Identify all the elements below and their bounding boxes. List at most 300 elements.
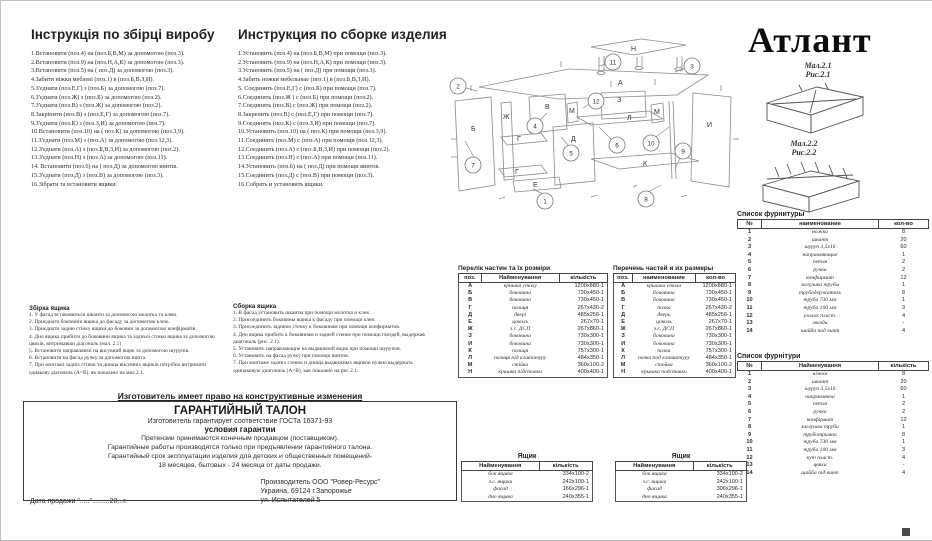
- table-cell: 2: [747, 378, 752, 385]
- drawer-table-left-title: Ящик: [517, 453, 537, 460]
- table-cell: 730х300-1: [705, 333, 732, 340]
- column-header: поз.: [614, 274, 633, 283]
- instruction-line: 5.З'єднати (поз.Е,Г) з (поз.Б) за допомогою (поз.7).: [31, 84, 165, 92]
- table-cell: 4: [747, 251, 752, 258]
- instruction-line: 7.З'єднати (поз.В) з (поз.Ж) за допомогою (поз.2).: [31, 102, 162, 110]
- table-cell: цоколь: [656, 319, 672, 326]
- producer-line: Производитель ООО "Ровер-Ресурс": [260, 479, 380, 486]
- instruction-line: 4.Забить ножки мебельные (поз.1) в (поз.Б,В,З,И).: [238, 76, 371, 84]
- table-header-row: [616, 462, 747, 471]
- parts-table-ua: [458, 273, 608, 378]
- table-row: [459, 326, 608, 333]
- part-label: Л: [627, 115, 632, 122]
- part-label: Н: [631, 46, 637, 53]
- table-row: [459, 369, 608, 377]
- parts-list-ru-title: Перечень частей и их размеры: [613, 265, 714, 272]
- table-row: [738, 409, 929, 417]
- column-header: кількість: [539, 462, 593, 471]
- table-cell: 1: [901, 424, 906, 431]
- table-cell: 485х256-1: [577, 311, 604, 318]
- table-cell: 14: [746, 327, 753, 334]
- table-cell: полка под клавиатуру: [637, 355, 690, 362]
- table-cell: боковина: [509, 290, 531, 297]
- table-row: [738, 313, 929, 321]
- table-cell: дверi: [514, 311, 527, 318]
- table-cell: 12: [900, 274, 907, 281]
- table-header-row: [614, 274, 736, 283]
- table-cell: -: [902, 320, 905, 327]
- table-cell: боковина: [509, 340, 531, 347]
- table-cell: 730х450-1: [705, 290, 732, 297]
- assembly-step-line: 5. Установить направляющие на выдвижной ящик при помощи шурупов.: [233, 346, 401, 353]
- column-header: №: [738, 220, 762, 229]
- table-row: [738, 328, 929, 336]
- table-cell: 6: [747, 266, 752, 273]
- table-cell: крышка стола: [646, 283, 682, 289]
- assembly-step-line: 1. У фасад вставляються шканти за допомогою молотка та клею.: [29, 312, 178, 318]
- table-cell: стійка: [512, 362, 529, 369]
- table-cell: боковина: [653, 333, 675, 340]
- instruction-line: 1.Встановити (поз.4) на (поз.Б,В,М) за допомогою (поз.3).: [31, 50, 185, 57]
- table-cell: ручка: [813, 408, 827, 415]
- warranty-card: [23, 401, 457, 505]
- callout-number: 3: [690, 63, 694, 71]
- table-cell: шкант: [811, 378, 829, 385]
- part-label: Г: [517, 136, 521, 143]
- part-label: И: [707, 122, 713, 129]
- assembly-step-line: 1. В фасад установить шканты при помощи молотка и клея.: [233, 310, 371, 316]
- table-cell: 1: [901, 393, 906, 400]
- table-cell: 7: [747, 416, 752, 423]
- instruction-line: 12.Соединить (поз.А) с (поз.Б,В,З,И) при помощи (поз.2).: [238, 145, 390, 153]
- assembly-step-line: 6. Встановити на фасад ручку за допомогою винта.: [29, 355, 147, 362]
- hardware-list-ru-title: Список фурнитуры: [737, 211, 805, 218]
- ru-instructions-heading: Инструкция по сборке изделия: [238, 27, 447, 42]
- part-label: Е: [533, 182, 538, 189]
- figure-2-1-drawing: [759, 79, 874, 137]
- table-cell: М: [620, 362, 626, 369]
- hardware-table-ru: [737, 219, 929, 335]
- table-cell: 267х70-1: [708, 319, 732, 326]
- table-cell: 7: [747, 274, 752, 281]
- table-cell: 3: [747, 386, 752, 393]
- table-row: [738, 371, 929, 379]
- table-cell: 4: [901, 454, 906, 461]
- drawer-assembly-ru: [233, 303, 441, 375]
- table-cell: 3: [901, 304, 906, 311]
- warranty-term-line: Гарантийный срок эксплуатации изделия для детских и общественных помещений-: [107, 453, 373, 460]
- instruction-line: 14. Встановити (поз.6) на ( поз.Д) за допомогою винтів.: [31, 163, 178, 171]
- table-cell: 267х430-2: [577, 304, 604, 311]
- warranty-term-line: 18 месяцев, бытовых - 24 месяца от даты продажи.: [158, 462, 322, 469]
- table-row: [616, 471, 747, 479]
- table-cell: фасад: [647, 486, 662, 493]
- table-cell: В: [468, 297, 473, 304]
- table-row: [738, 401, 929, 409]
- instruction-line: 16.Собрать и установить ящики.: [238, 180, 324, 188]
- table-cell: з.с. ящика: [488, 478, 513, 485]
- table-cell: боковина: [653, 297, 675, 304]
- column-header: кількість: [879, 362, 929, 371]
- table-cell: 1200х880-1: [702, 283, 732, 289]
- part-label: Г: [515, 169, 519, 176]
- table-cell: 8: [901, 289, 906, 296]
- table-row: [462, 479, 593, 487]
- table-cell: 757х300-1: [577, 347, 604, 354]
- instruction-line: 4.Забити ніжки меблеві (поз.1) в (поз.Б,В,З,И).: [31, 76, 154, 84]
- table-cell: уголок пласт.: [803, 312, 837, 319]
- table-cell: 484х350-1: [577, 355, 604, 362]
- table-cell: 240х355-1: [562, 493, 589, 500]
- table-row: [738, 259, 929, 267]
- column-header: кол-во: [879, 220, 929, 229]
- instruction-line: 10.Установить (поз.10) на ( поз.К) при помощи (поз.3,9).: [238, 128, 387, 136]
- table-cell: 11: [746, 446, 753, 453]
- drawer-assembly-ru-heading: Сборка ящика: [233, 303, 277, 310]
- table-row: [459, 312, 608, 319]
- table-cell: ручка: [813, 266, 827, 273]
- table-cell: 400х400-1: [577, 369, 604, 376]
- table-cell: Д: [468, 311, 473, 318]
- table-row: [738, 305, 929, 313]
- table-cell: дверь: [657, 311, 671, 318]
- drawer-assembly-ru-list: [233, 310, 441, 375]
- table-cell: 8: [747, 424, 752, 431]
- table-cell: цоколь: [512, 319, 528, 326]
- instruction-line: 15.З'єднати (поз.Д) з (поз.В) за допомогою (поз.3).: [31, 171, 164, 179]
- table-cell: з.с. ДСП: [510, 326, 531, 333]
- table-cell: Н: [468, 369, 473, 376]
- warranty-term-line: Гарантийные работы производятся только при предъявлении гарантийного талона.: [107, 444, 373, 451]
- table-cell: бок ящика: [488, 471, 513, 477]
- parts-list-ru: [613, 265, 736, 378]
- table-cell: ніжка: [812, 371, 828, 377]
- table-row: [614, 297, 736, 304]
- part-label: А: [618, 80, 623, 87]
- instruction-line: 12.З'єднати (поз.А) з (поз.Б,В,З,И) за допомогою (поз.2).: [31, 145, 180, 153]
- part-label: М: [654, 109, 660, 116]
- column-header: №: [738, 362, 762, 371]
- table-cell: 730х300-1: [577, 333, 604, 340]
- table-cell: труба 100 мм: [803, 446, 837, 453]
- table-cell: 4: [747, 393, 752, 400]
- table-cell: Б: [621, 290, 626, 297]
- drawer-table-right: [615, 461, 747, 502]
- table-cell: 8: [901, 229, 906, 235]
- table-cell: 334х100-2: [716, 471, 743, 477]
- table-cell: Е: [468, 319, 472, 326]
- warranty-gost-line: Изготовитель гарантирует соответствие ГОСТа 16371-93: [147, 418, 333, 425]
- table-cell: 2: [901, 401, 906, 408]
- instruction-line: 3.Установить (поз.5) на ( поз.Д) при помощи (поз.3).: [238, 67, 377, 75]
- producer-line: Украина, 69124 г.Запорожье: [260, 488, 352, 495]
- part-label: М: [569, 108, 575, 115]
- table-cell: крышка подставки: [641, 369, 687, 376]
- part-label: Б: [471, 126, 476, 133]
- column-header: Найменування: [462, 462, 540, 471]
- table-cell: полиця: [512, 347, 529, 354]
- table-cell: А: [468, 283, 473, 289]
- table-row: [738, 267, 929, 275]
- table-cell: стойка: [655, 362, 673, 369]
- table-cell: 267х70-1: [580, 319, 604, 326]
- table-cell: 1: [901, 282, 906, 289]
- table-cell: 3: [901, 446, 906, 453]
- table-cell: 360х100-2: [577, 362, 604, 369]
- instruction-line: 6.З'єднати (поз.Ж) з (поз.Б) за допомогою (поз.2).: [31, 93, 162, 101]
- part-label: К: [643, 161, 648, 168]
- column-header: наименование: [632, 274, 695, 283]
- callout-number: 2: [456, 83, 460, 91]
- table-cell: З: [621, 333, 625, 340]
- table-row: [614, 355, 736, 362]
- assembly-step-line: 3. Присоединить заднюю стенку к боковинам при помощи конфирматов.: [233, 324, 401, 331]
- table-row: [738, 386, 929, 394]
- column-header: поз.: [459, 274, 482, 283]
- table-cell: 484х350-1: [705, 355, 732, 362]
- table-cell: 2: [901, 266, 906, 273]
- figure-2-2-caption: [769, 139, 839, 157]
- table-cell: 8: [901, 431, 906, 438]
- assembly-step-line: 3. Приєднати задню стінку ящика до боковин за допомогою конфірматів.: [29, 326, 197, 333]
- table-cell: заглушка трубы: [800, 282, 840, 289]
- table-cell: Д: [621, 311, 626, 318]
- table-row: [738, 424, 929, 432]
- table-header-row: [738, 362, 929, 371]
- table-row: [738, 320, 929, 328]
- table-row: [459, 333, 608, 340]
- instruction-line: 3.Встановити (поз.5) на ( поз.Д) за допомогою (поз.3).: [31, 67, 174, 75]
- table-cell: ножка: [812, 229, 828, 235]
- callout-number: 11: [609, 59, 617, 67]
- table-cell: 1: [747, 371, 752, 377]
- instruction-line: 13.З'єднати (поз.Н) з (поз.А) за допомогою (поз.11).: [31, 154, 168, 162]
- hardware-list-ru: [737, 211, 929, 335]
- table-cell: 730х450-1: [577, 290, 604, 297]
- table-cell: 12: [900, 416, 907, 423]
- column-header: кількість: [559, 274, 607, 283]
- table-row: [614, 348, 736, 355]
- table-row: [738, 237, 929, 245]
- table-cell: 1: [901, 297, 906, 304]
- figure-label-ris: Рис.2.2: [791, 148, 817, 157]
- table-cell: 12: [746, 312, 753, 319]
- instruction-line: 16.Зібрати та встановити ящики.: [31, 180, 118, 188]
- instruction-line: 11.Соединить (поз.М) с (поз.А) при помощи (поз.12,3).: [238, 137, 384, 145]
- table-row: [459, 305, 608, 312]
- table-cell: петля: [812, 401, 828, 408]
- producer-line: ул. Испытателей 5: [260, 497, 321, 504]
- table-cell: заглушка труби: [801, 424, 839, 431]
- table-cell: полиця: [512, 304, 529, 311]
- table-cell: полка: [657, 304, 671, 311]
- table-cell: шайба під винт: [801, 469, 839, 476]
- table-cell: з.с. ящика: [642, 478, 667, 485]
- figure-label-mal: Мал.2.2: [790, 139, 818, 148]
- table-cell: Ж: [620, 326, 626, 333]
- table-cell: Б: [468, 290, 473, 297]
- table-cell: петля: [812, 259, 828, 266]
- table-cell: 4: [901, 327, 906, 334]
- table-row: [459, 297, 608, 304]
- table-cell: дно ящика: [488, 493, 513, 500]
- table-cell: Е: [621, 319, 625, 326]
- table-cell: В: [621, 297, 626, 304]
- table-cell: 267х860-1: [705, 326, 732, 333]
- table-cell: направляющие: [802, 251, 838, 258]
- column-header: кол-во: [696, 274, 736, 283]
- producer-address: [260, 478, 380, 505]
- table-cell: А: [621, 283, 626, 289]
- table-cell: 20: [900, 378, 907, 385]
- table-cell: 267х430-2: [705, 304, 732, 311]
- parts-table-ru: [613, 273, 736, 378]
- ua-instructions-section: [31, 27, 236, 189]
- table-cell: 60: [900, 386, 907, 393]
- drawer-table-left: [461, 461, 593, 502]
- instruction-line: 15.Соединить (поз.Д) с (поз.В) при помощи (поз.3).: [238, 171, 374, 179]
- table-cell: шкант: [811, 236, 829, 243]
- table-cell: 11: [746, 304, 753, 311]
- assembly-step-line: 5. Встановити направляючі на висувний ящик за допомогою шурупів.: [29, 348, 190, 355]
- table-row: [738, 229, 929, 237]
- assembly-step-line: 2. Присоединить боковины ящика к фасаду при помощи клея.: [233, 317, 376, 324]
- table-cell: 242х100-1: [562, 478, 589, 485]
- table-header-row: [459, 274, 608, 283]
- parts-list-ua: [458, 265, 608, 378]
- table-cell: труба 730 мм: [803, 297, 837, 304]
- instruction-line: 11.З'єднати (поз.М) з (поз.А) за допомогою (поз.12,3).: [31, 137, 173, 145]
- warranty-term-line: Претензии принимаются конечным продавцом (поставщиком).: [141, 435, 339, 442]
- assembly-step-line: 7. При монтаже задних стенок и днища выдвижных ящиков нужно выдержать одинаковую диагональ (А=В), как показано на рис.2.1.: [233, 360, 413, 374]
- callout-number: 12: [592, 98, 600, 106]
- table-row: [459, 319, 608, 326]
- callout-number: 8: [644, 196, 648, 204]
- assembly-step-line: 4. Дно ящика прибити до боковини ящика та задньої стінки ящика за допомогою цвяхів, витримавши діагональ (мал. 2.1): [29, 333, 215, 347]
- callout-number: 10: [647, 140, 655, 148]
- table-cell: 1200х880-1: [574, 283, 604, 289]
- ua-instructions-heading: Інструкція по збірці виробу: [31, 27, 215, 42]
- instruction-line: 6.Соединить (поз.Ж ) с (поз.Б) при помощи (поз.2).: [238, 93, 374, 101]
- table-cell: труба 730 мм: [803, 439, 837, 446]
- instruction-line: 14.Установить (поз.6) на ( поз.Д) при помощи винтов.: [238, 163, 380, 171]
- table-cell: 400х400-1: [705, 369, 732, 376]
- ua-instructions-list: [31, 50, 236, 189]
- instruction-line: 8.Закрепить (поз.В) с (поз.Е,Г) при помощи (поз.7).: [238, 110, 374, 118]
- table-cell: шайба под винт: [800, 327, 840, 334]
- table-cell: направляючі: [805, 393, 835, 400]
- table-cell: дно ящика: [642, 493, 667, 500]
- table-row: [614, 305, 736, 312]
- instruction-line: 9.З'єднати (поз.К) з (поз.З,И) за допомогою (поз.7).: [31, 119, 166, 127]
- drawer-assembly-ua: [29, 305, 225, 377]
- table-cell: 757х300-1: [705, 347, 732, 354]
- exploded-assembly-diagram: [441, 9, 741, 237]
- table-row: [738, 297, 929, 305]
- table-cell: боковина: [509, 333, 531, 340]
- table-cell: шуруп 3,5х16: [804, 244, 836, 251]
- hardware-list-ua-title: Список фурнітури: [737, 353, 801, 360]
- table-cell: 240х355-1: [716, 493, 743, 500]
- callout-number: 6: [615, 142, 619, 150]
- table-cell: фасад: [493, 486, 508, 493]
- table-cell: 1: [747, 229, 752, 235]
- instruction-line: 9.Соединить (поз.К) с (поз.З,И) при помощи (поз.7).: [238, 119, 376, 127]
- table-cell: 10: [746, 439, 753, 446]
- table-cell: 6: [747, 408, 752, 415]
- instruction-line: 2.Встановити (поз.9) на (поз.Н,А,К) за допомогою (поз.3).: [31, 58, 185, 66]
- sale-date-line: Дата продажи ".....".........20...г.: [30, 498, 127, 505]
- table-cell: боковина: [653, 340, 675, 347]
- table-cell: 267х860-1: [577, 326, 604, 333]
- table-cell: кришка столу: [503, 283, 537, 289]
- instruction-line: 8.Закріпити (поз.В) з (поз.Е,Г) за допомогою (поз.7).: [31, 110, 170, 118]
- figure-label-mal: Мал.2.1: [804, 61, 832, 70]
- table-header-row: [738, 220, 929, 229]
- table-cell: 730х450-1: [577, 297, 604, 304]
- table-row: [459, 348, 608, 355]
- table-cell: 4: [901, 312, 906, 319]
- table-row: [738, 455, 929, 463]
- table-cell: полиця під клавіатуру: [493, 355, 547, 362]
- callout-number: 9: [681, 148, 685, 156]
- table-row: [462, 471, 593, 479]
- instruction-line: 1.Установить (поз.4) на (поз.Б,В,М) при помощи (поз.3).: [238, 50, 387, 57]
- table-cell: 20: [900, 236, 907, 243]
- instruction-line: 2.Установить (поз.9) на (поз.Н,А,К) при помощи (поз.3).: [238, 58, 387, 66]
- table-row: [616, 494, 747, 502]
- table-cell: З: [468, 333, 472, 340]
- table-cell: 730х450-1: [705, 297, 732, 304]
- instruction-line: 13.Соединить (поз.Н) с (поз.А) при помощи (поз.11).: [238, 154, 378, 162]
- table-row: [738, 379, 929, 387]
- assembly-step-line: 6. Установить на фасад ручку при помощи винтов.: [233, 353, 349, 360]
- drawer-table-right-title: Ящик: [671, 453, 691, 460]
- table-row: [738, 282, 929, 290]
- table-cell: труботримач: [803, 431, 837, 438]
- table-cell: боковина: [509, 297, 531, 304]
- warranty-footer: [30, 478, 450, 505]
- table-cell: 60: [900, 244, 907, 251]
- table-cell: 5: [747, 401, 752, 408]
- table-row: [738, 447, 929, 455]
- part-label: В: [545, 104, 550, 111]
- table-cell: гвозди: [812, 320, 828, 327]
- table-cell: 14: [746, 469, 753, 476]
- hardware-table-ua: [737, 361, 929, 477]
- table-cell: 166х296-1: [562, 486, 589, 493]
- table-cell: 730х300-1: [705, 340, 732, 347]
- figure-2-2-drawing: [753, 157, 873, 213]
- instruction-line: 10.Встановити (поз.10) на ( поз.К) за допомогою (поз.3,9).: [31, 128, 185, 136]
- figure-label-ris: Рис.2.1: [805, 70, 831, 79]
- table-row: [614, 312, 736, 319]
- ru-instructions-section: [238, 27, 448, 189]
- table-cell: боковина: [653, 290, 675, 297]
- callout-number: 7: [471, 162, 475, 170]
- table-row: [614, 333, 736, 340]
- table-cell: 9: [747, 431, 752, 438]
- callout-number: 1: [543, 198, 547, 206]
- instruction-line: 5. Соединить (поз.Е,Г) с (поз.Б) при помощи (поз.7).: [238, 84, 377, 92]
- table-cell: И: [621, 340, 626, 347]
- parts-list-ua-title: Перелік частин та їх розміри: [458, 265, 551, 272]
- table-cell: 2: [901, 259, 906, 266]
- table-cell: 242х100-1: [716, 478, 743, 485]
- table-cell: 13: [746, 462, 753, 469]
- manufacturer-notice: Изготовитель имеет право на конструктивные изменения: [117, 391, 363, 401]
- table-cell: 2: [901, 408, 906, 415]
